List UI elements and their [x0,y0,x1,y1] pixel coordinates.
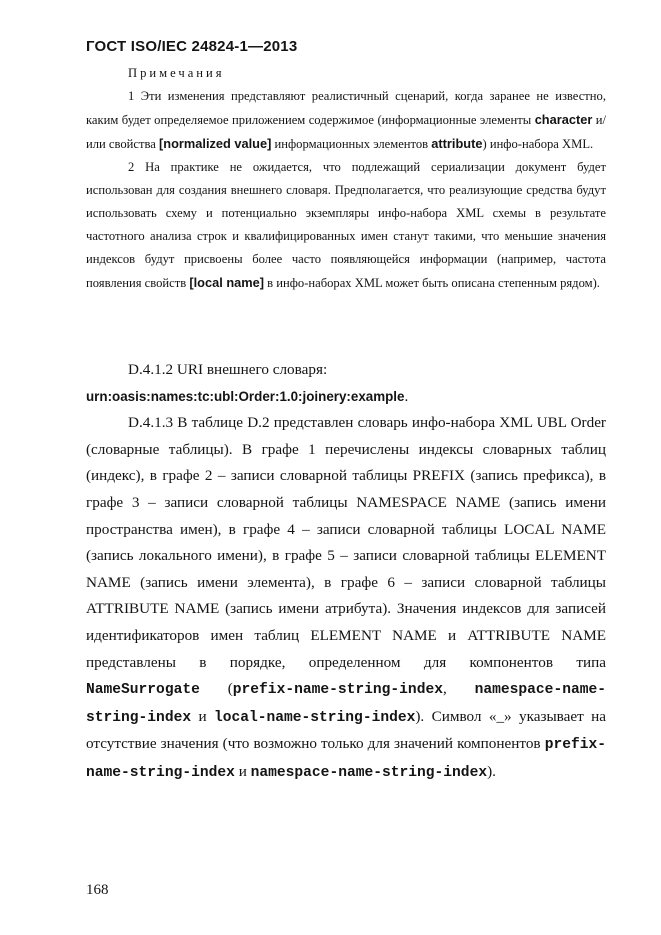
code-local-index: local-name-string-index [213,709,416,726]
section-d412-heading: D.4.1.2 URI внешнего словаря: [128,361,328,378]
main-text [86,357,606,787]
notes-title: Примечания [128,66,225,80]
term-attribute: attribute [431,136,483,151]
code-prefix-index-2: prefix-name-string-index [86,737,606,781]
code-prefix-index: prefix-name-string-index [232,682,443,699]
note-2: 2 На практике не ожидается, что подлежащий сериализации документ будет использован для создания внешнего словаря. Предполагается, что реализующие средства будут использовать схему и потенциально экземпляры инфо-набора XML схемы в результате частотного анализа строк и квалифицированных имен станут такими, что меньшие значения индексов будут присвоены более часто появляющейся информации (например, частота появления свойств [local name] в инфо-наборах XML может быть описана степенным рядом). [86,160,606,290]
code-namespace-index-2: namespace-name-string-index [250,764,488,781]
section-d412-urn: urn:oasis:names:tc:ubl:Order:1.0:joinery:example. [86,387,409,405]
document-header: ГОСТ ISO/IEC 24824-1—2013 [86,38,298,55]
term-character: character [534,112,593,127]
term-local-name: [local name] [189,275,265,290]
code-namespace-index: namespace-name-string-index [86,682,606,726]
code-namesurrogate: NameSurrogate [86,682,200,699]
note-1: 1 Эти изменения представляют реалистичный сценарий, когда заранее не известно, каким будет определяемое приложением содержимое (информационные элементы character и/или свойства [normalized value] информационных элементов attribute) инфо-набора XML. [86,89,607,151]
notes-block [86,62,606,295]
page-number: 168 [86,882,109,898]
urn-text: urn:oasis:names:tc:ubl:Order:1.0:joinery:example [86,388,405,404]
section-d413-paragraph: D.4.1.3 В таблице D.2 представлен словарь инфо-набора XML UBL Order (словарные таблицы). В графе 1 перечислены индексы словарных таблиц (индекс), в графе 2 – записи словарной таблицы PREFIX (запись префикса), в графе 3 – записи словарной таблицы NAMESPACE NAME (запись имени пространства имен), в графе 4 – записи словарной таблицы LOCAL NAME (запись локального имени), в графе 5 – записи словарной таблицы ELEMENT NAME (запись имени элемента), в графе 6 – записи словарной таблицы ATTRIBUTE NAME (запись имени атрибута). Значения индексов для записей идентификаторов имен таблиц ELEMENT NAME и ATTRIBUTE NAME представлены в порядке, определенном для компонентов типа NameSurrogate (prefix-name-string-index, namespace-name-string-index и local-name-string-index). Символ «_» указывает на отсутствие значения (что возможно только для значений компонентов prefix-name-string-index и namespace-name-string-index). [86,414,606,781]
term-normalized-value: [normalized value] [159,136,272,151]
